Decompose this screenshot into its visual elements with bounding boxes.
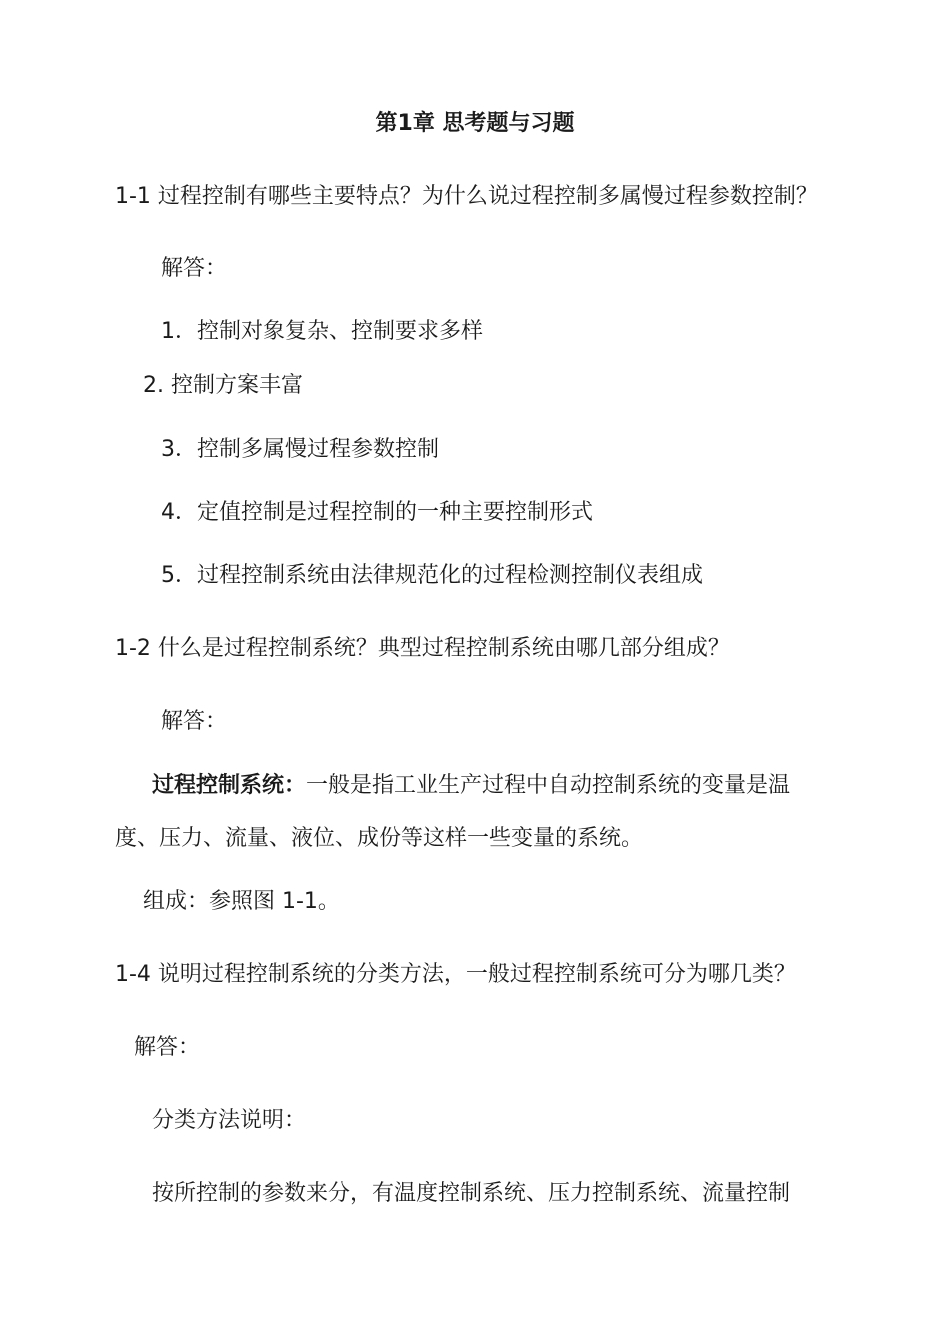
question-1-2: 1-2 什么是过程控制系统？典型过程控制系统由哪几部分组成？: [115, 636, 730, 661]
question-1-1: 1-1 过程控制有哪些主要特点？为什么说过程控制多属慢过程参数控制？: [115, 184, 818, 209]
definition-term: 过程控制系统：: [152, 773, 307, 798]
method-paragraph: 按所控制的参数来分，有温度控制系统、压力控制系统、流量控制: [152, 1181, 791, 1206]
method-label: 分类方法说明：: [152, 1108, 307, 1133]
list-item: 4．定值控制是过程控制的一种主要控制形式: [161, 500, 593, 525]
definition-continuation: 度、压力、流量、液位、成份等这样一些变量的系统。: [115, 826, 644, 851]
answer-label: 解答：: [134, 1035, 201, 1060]
list-item: 5．过程控制系统由法律规范化的过程检测控制仪表组成: [161, 563, 703, 588]
definition-text: 一般是指工业生产过程中自动控制系统的变量是温: [306, 773, 791, 798]
list-item: 2. 控制方案丰富: [143, 373, 303, 398]
answer-label: 解答：: [161, 256, 228, 281]
composition-text: 组成：参照图 1-1。: [143, 889, 340, 914]
list-item: 3．控制多属慢过程参数控制: [161, 437, 439, 462]
answer-label: 解答：: [161, 709, 228, 734]
question-1-4: 1-4 说明过程控制系统的分类方法，一般过程控制系统可分为哪几类？: [115, 962, 796, 987]
list-item: 1．控制对象复杂、控制要求多样: [161, 319, 483, 344]
page-title: 第1章 思考题与习题: [375, 111, 575, 136]
definition-paragraph: [152, 771, 790, 801]
